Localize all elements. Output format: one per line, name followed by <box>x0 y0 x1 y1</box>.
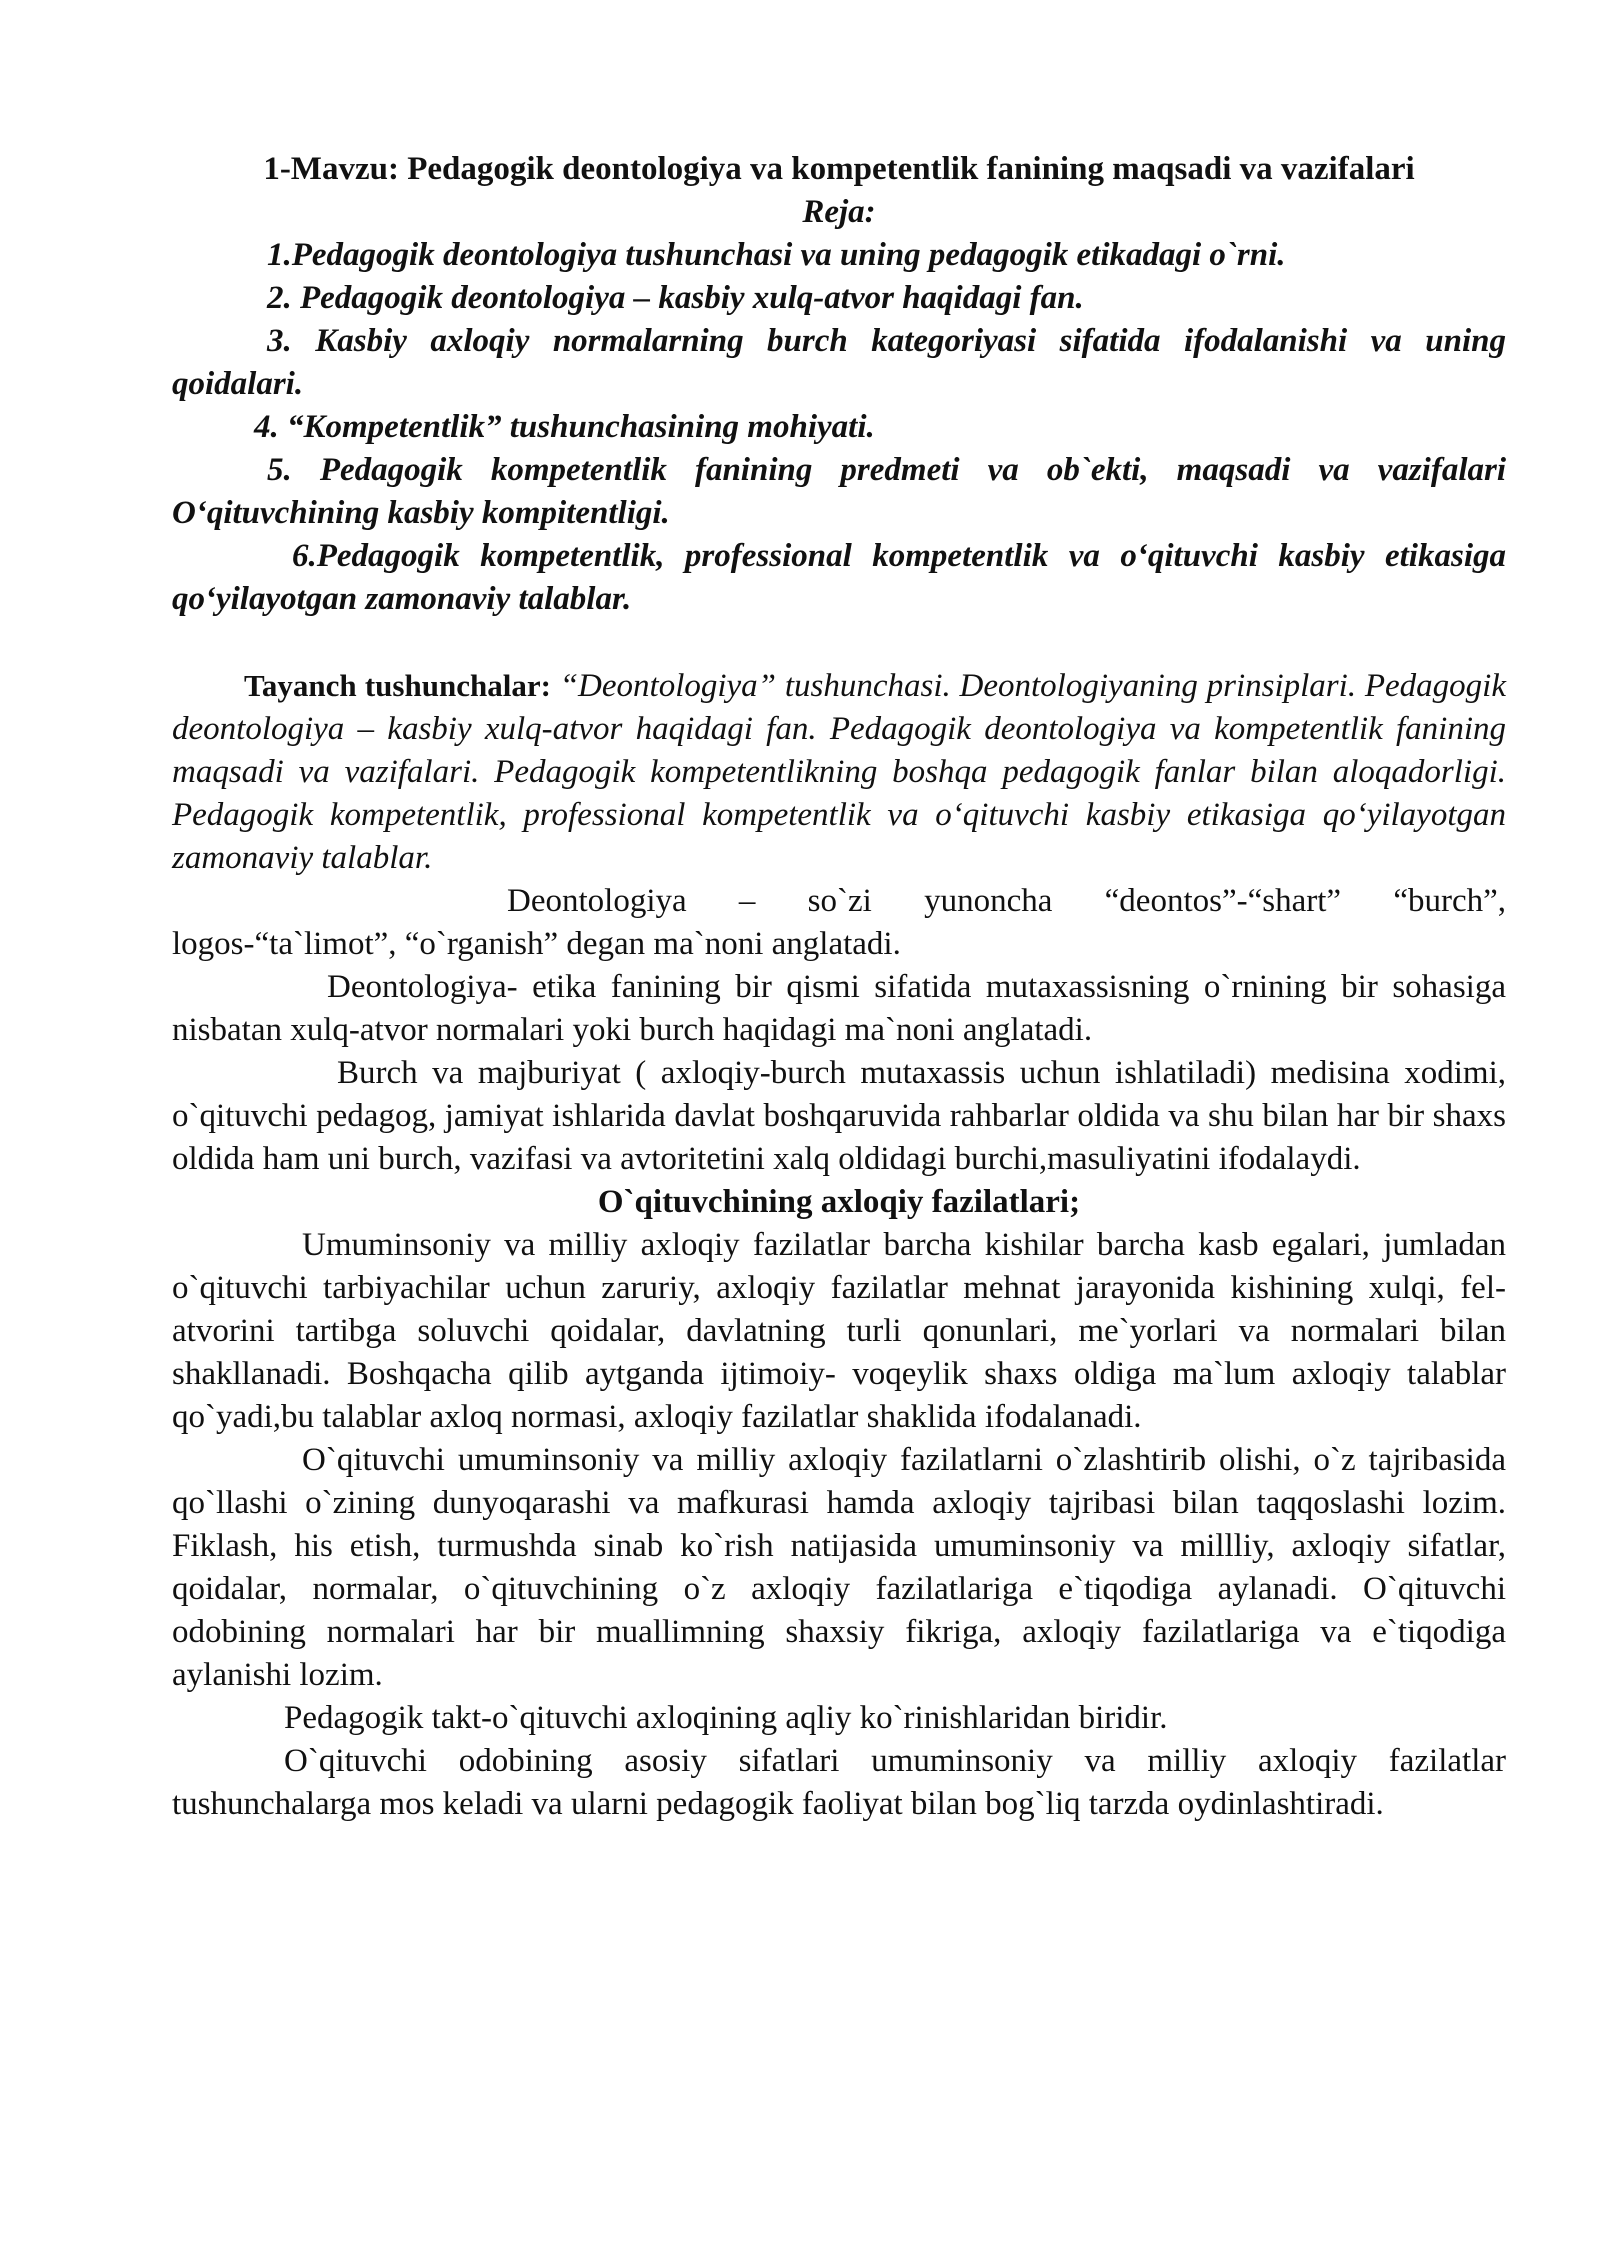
key-terms-paragraph <box>172 664 1506 880</box>
section-subheading: O`qituvchining axloqiy fazilatlari; <box>597 1184 1081 1220</box>
plan-item: 1.Pedagogik deontologiya tushunchasi va uning pedagogik etikadagi o`rni. <box>267 237 1286 273</box>
intro-paragraph: Deontologiya – so`zi yunoncha “deontos”-“shart” “burch”, logos-“ta`limot”, “o`rganish” degan ma`noni anglatadi. <box>172 883 1506 962</box>
plan-item: 3. Kasbiy axloqiy normalarning burch kategoriyasi sifatida ifodalanishi va uning qoidalari. <box>172 323 1506 402</box>
body-paragraph: Umuminsoniy va milliy axloqiy fazilatlar barcha kishilar barcha kasb egalari, jumladan o`qituvchi tarbiyachilar uchun zaruriy, axloqiy fazilatlar mehnat jarayonida kishining xulqi, fel-atvorini tartibga soluvchi qoidalar, davlatning turli qonunlari, me`yorlari va normalari bilan shakllanadi. Boshqacha qilib aytganda ijtimoiy- voqeylik shaxs oldiga ma`lum axloqiy talablar qo`yadi,bu talablar axloq normasi, axloqiy fazilatlar shaklida ifodalanadi. <box>172 1227 1506 1435</box>
document-page <box>172 148 1506 1826</box>
plan-item: 6.Pedagogik kompetentlik, professional kompetentlik va o‘qituvchi kasbiy etikasiga qo‘yilayotgan zamonaviy talablar. <box>172 538 1506 617</box>
plan-item: 5. Pedagogik kompetentlik fanining predmeti va ob`ekti, maqsadi va vazifalari O‘qituvchining kasbiy kompitentligi. <box>172 452 1506 531</box>
body-paragraph: O`qituvchi umuminsoniy va milliy axloqiy fazilatlarni o`zlashtirib olishi, o`z tajribasida qo`llashi o`zining dunyoqarashi va mafkurasi hamda axloqiy tajribasi bilan taqqoslashi lozim. Fiklash, his etish, turmushda sinab ko`rish natijasida umuminsoniy va millliy, axloqiy sifatlar, qoidalar, normalar, o`qituvchining o`z axloqiy fazilatlariga e`tiqodiga aylanadi. O`qituvchi odobining normalari har bir muallimning shaxsiy fikriga, axloqiy fazilatlariga va e`tiqodiga aylanishi lozim. <box>172 1442 1506 1693</box>
key-terms-label: Tayanch tushunchalar: <box>244 668 551 703</box>
body-paragraph: O`qituvchi odobining asosiy sifatlari umuminsoniy va milliy axloqiy fazilatlar tushunchalarga mos keladi va ularni pedagogik faoliyat bilan bog`liq tarzda oydinlashtiradi. <box>172 1743 1506 1822</box>
document-title: 1-Mavzu: Pedagogik deontologiya va kompetentlik fanining maqsadi va vazifalari <box>263 151 1415 187</box>
plan-item: 4. “Kompetentlik” tushunchasining mohiyati. <box>254 409 875 445</box>
intro-paragraph: Burch va majburiyat ( axloqiy-burch mutaxassis uchun ishlatiladi) medisina xodimi, o`qituvchi pedagog, jamiyat ishlarida davlat boshqaruvida rahbarlar oldida va shu bilan har bir shaxs oldida ham uni burch, vazifasi va avtoritetini xalq oldidagi burchi,masuliyatini ifodalaydi. <box>172 1055 1506 1177</box>
intro-paragraph: Deontologiya- etika fanining bir qismi sifatida mutaxassisning o`rnining bir sohasiga nisbatan xulq-atvor normalari yoki burch haqidagi ma`noni anglatadi. <box>172 969 1506 1048</box>
key-terms-text: “Deontologiya” tushunchasi. Deontologiyaning prinsiplari. Pedagogik deontologiya – kasbiy xulq-atvor haqidagi fan. Pedagogik deontologiya va kompetentlik fanining maqsadi va vazifalari. Pedagogik kompetentlikning boshqa pedagogik fanlar bilan aloqadorligi. Pedagogik kompetentlik, professional kompetentlik va o‘qituvchi kasbiy etikasiga qo‘yilayotgan zamonaviy talablar. <box>172 668 1506 876</box>
plan-list <box>172 234 1506 621</box>
body-paragraph: Pedagogik takt-o`qituvchi axloqining aqliy ko`rinishlaridan biridir. <box>284 1700 1168 1736</box>
spacer <box>172 621 1506 664</box>
plan-heading: Reja: <box>802 194 876 230</box>
plan-item: 2. Pedagogik deontologiya – kasbiy xulq-atvor haqidagi fan. <box>267 280 1084 316</box>
